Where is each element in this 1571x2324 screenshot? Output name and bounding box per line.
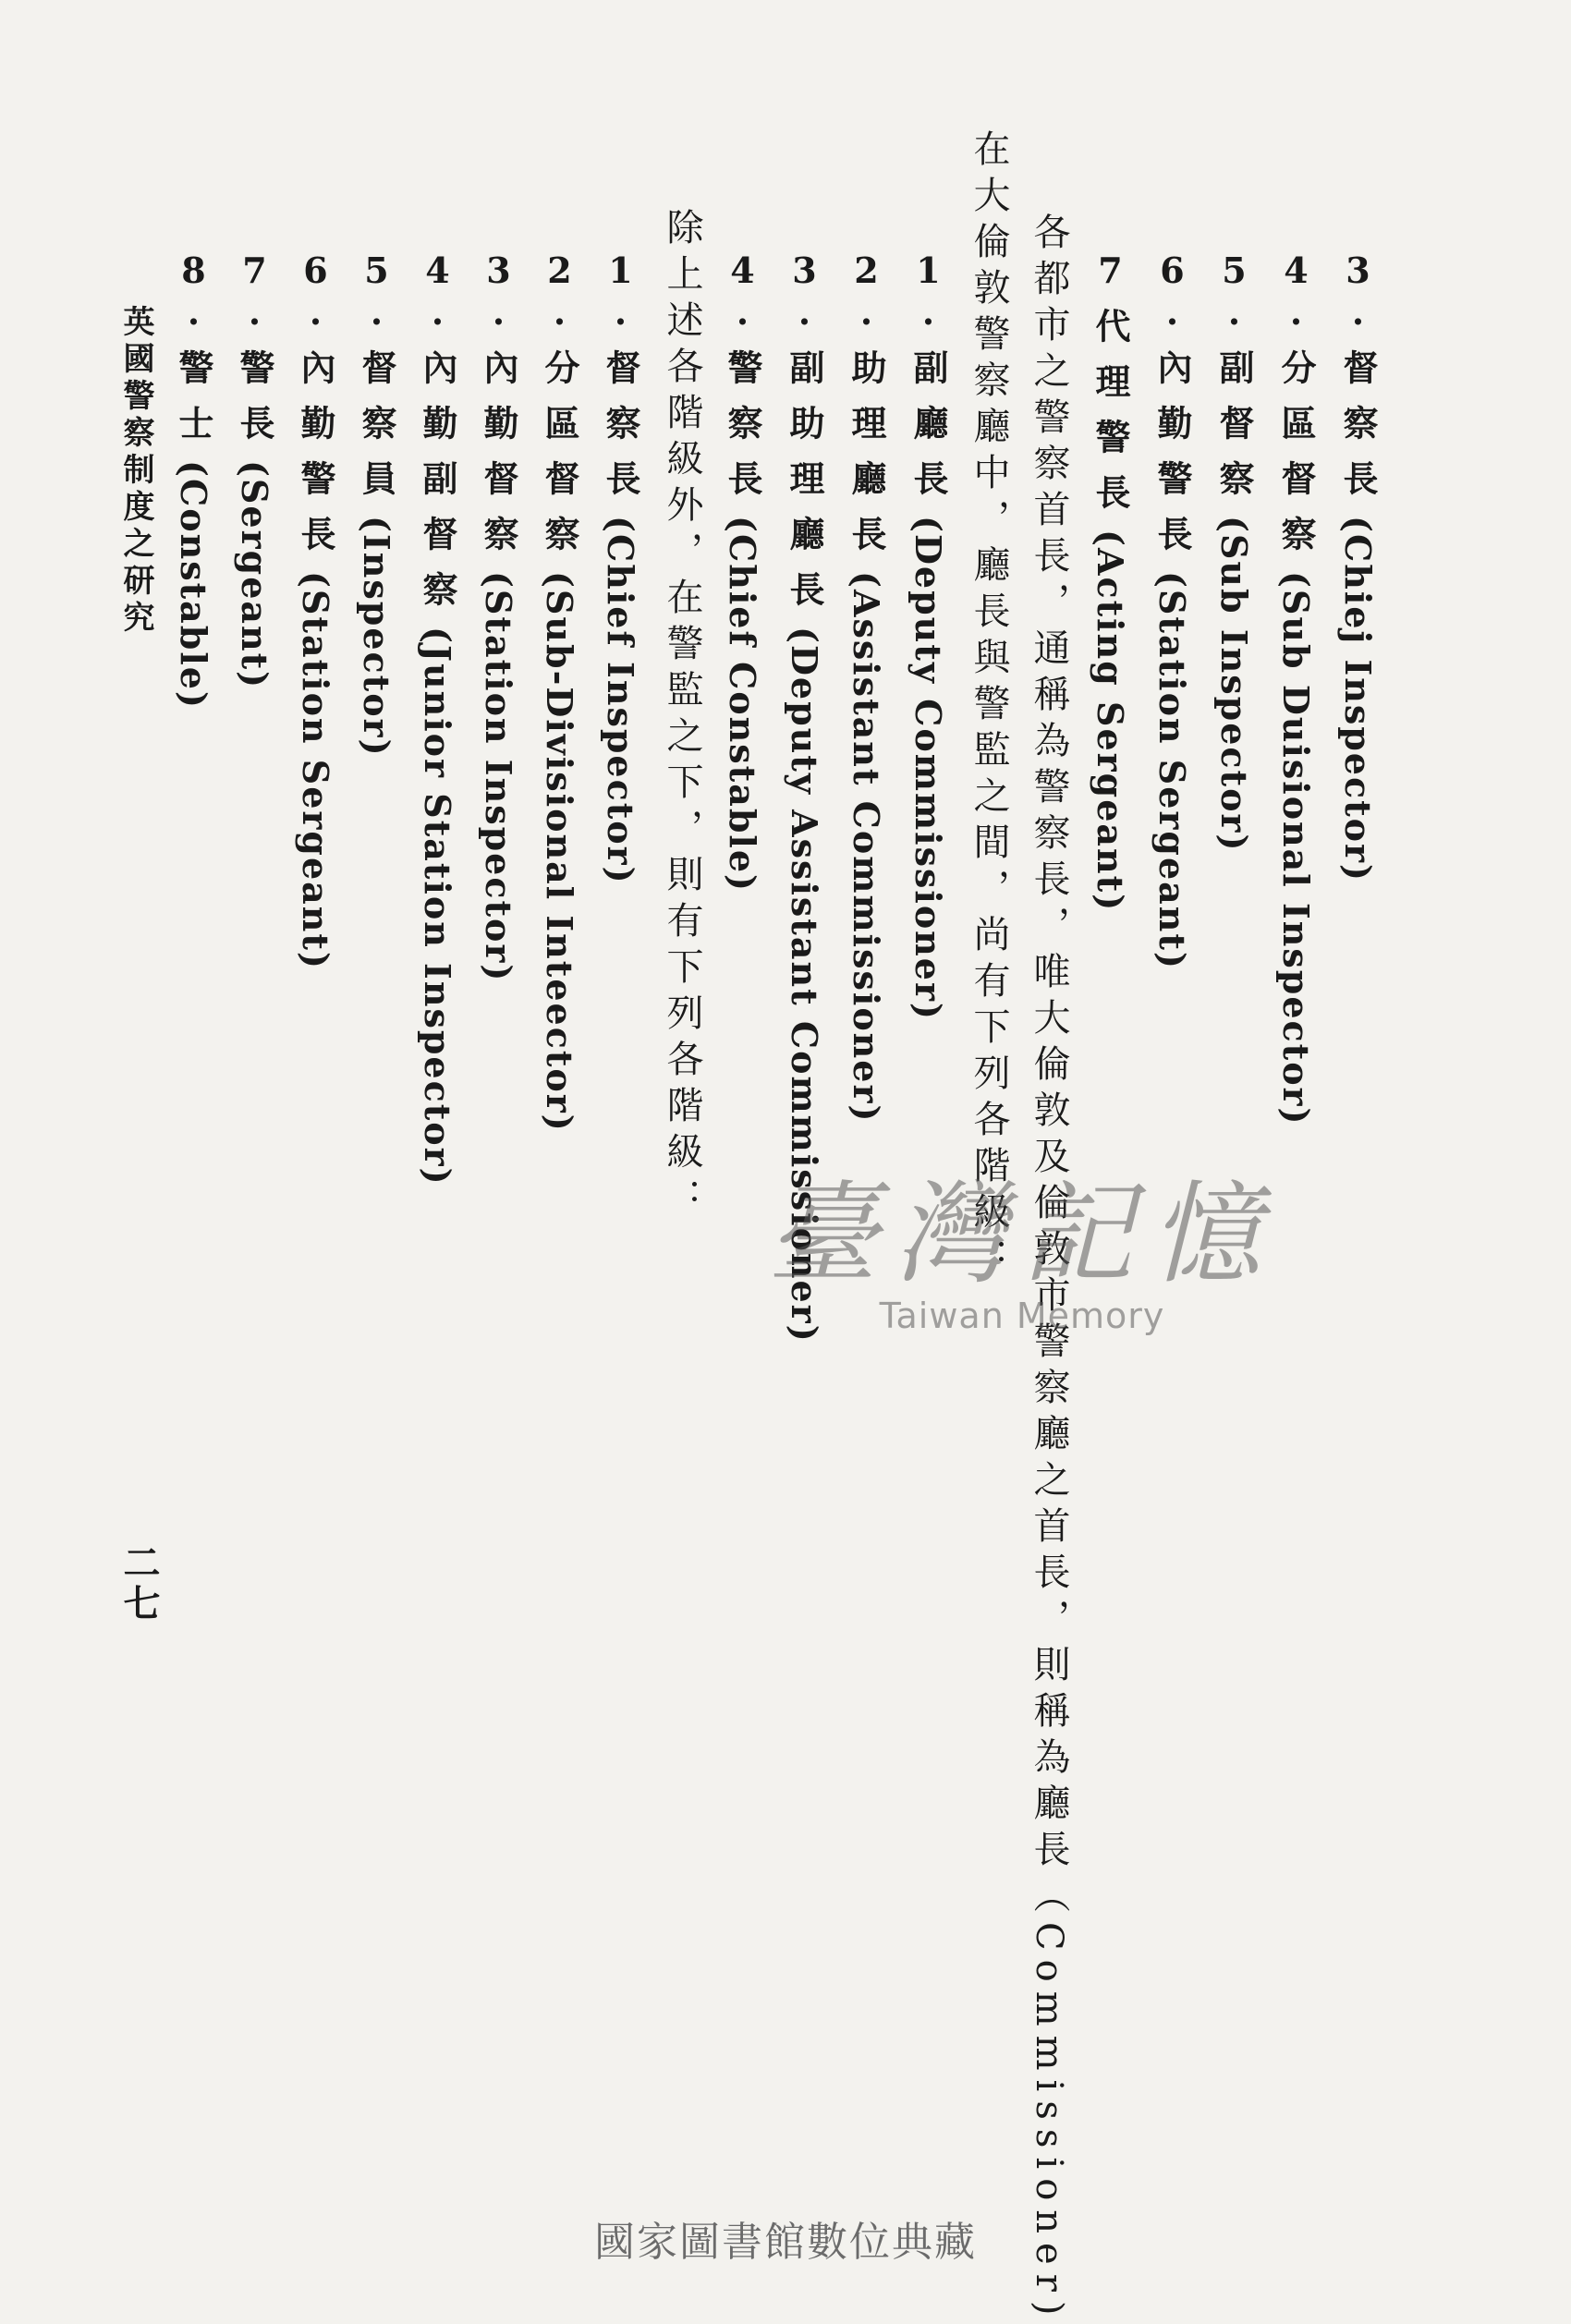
rank-name-en: (Inspector) [356,516,397,758]
rank-name-cn: 副助理廳長 [784,349,825,627]
footer-archive-label: 國家圖書館數位典藏 [594,2219,977,2266]
list-item [907,249,949,1021]
item-number: 5. [356,249,397,333]
rank-name-en: (Chiej Inspector) [1337,516,1379,883]
rank-name-en: (Station Sergeant) [295,571,336,970]
rank-name-cn: 副廳長 [907,349,949,516]
rank-name-cn: 內勤督察 [478,349,519,571]
item-number: 7 [1090,249,1131,291]
rank-name-en: (Station Inspector) [478,571,519,983]
paragraph-commissioner: 各都市之警察首長，通稱為警察長，唯大倫敦及倫敦市警察廳之首長，則稱為廳長（Commissioner) [1028,213,1070,2324]
page-number: 二七 [117,1543,161,1624]
item-number: 1. [907,249,949,333]
rank-name-cn: 分區督察 [1275,349,1317,571]
item-number: 3. [478,249,519,333]
rank-name-en: (Chief Constable) [722,516,763,893]
list-item [539,249,580,1133]
list-item [173,249,214,710]
rank-name-en: (Sub Inspector) [1213,516,1255,853]
list-item [417,249,458,1186]
item-number: 4. [722,249,763,333]
watermark-cn: 臺灣記憶 [767,1171,1277,1299]
rank-name-cn: 助理廳長 [846,349,887,571]
item-number: 5. [1213,249,1255,333]
running-header: 英國警察制度之研究 [117,305,154,638]
rank-name-cn: 內勤副督察 [417,349,458,627]
item-number: 1. [600,249,641,333]
list-item [846,249,887,1124]
item-number: 6. [1151,249,1193,333]
rank-name-cn: 警長 [234,349,275,460]
rank-name-en: (Sub Duisional Inspector) [1275,571,1317,1126]
list-item [1275,249,1317,1126]
item-number: 6. [295,249,336,333]
item-number: 4. [1275,249,1317,333]
rank-name-en: (Sub-Divisional Inteector) [539,571,580,1133]
list-item [600,249,641,885]
item-number: 3. [784,249,825,333]
rank-name-cn: 副督察 [1213,349,1255,516]
item-number: 4. [417,249,458,333]
rank-name-en: (Acting Sergeant) [1090,529,1131,913]
watermark-logo [767,1146,1277,1336]
rank-name-en: (Chief Inspector) [600,516,641,885]
rank-name-en: (Constable) [173,460,214,710]
item-number: 3. [1337,249,1379,333]
rank-name-en: (Deputy Commissioner) [907,516,949,1021]
list-item [356,249,397,758]
rank-name-cn: 內勤警長 [1151,349,1193,571]
list-item [1213,249,1255,853]
rank-name-cn: 督察長 [1337,349,1379,516]
item-number: 8. [173,249,214,333]
rank-name-cn: 代理警長 [1090,308,1131,529]
rank-name-en: (Junior Station Inspector) [417,627,458,1186]
rank-name-en: (Deputy Assistant Commissioner) [784,627,825,1344]
rank-name-cn: 內勤警長 [295,349,336,571]
rank-name-cn: 警士 [173,349,214,460]
item-number: 2. [539,249,580,333]
rank-name-en: (Sergeant) [234,460,275,690]
rank-name-cn: 督察長 [600,349,641,516]
rank-name-en: (Assistant Commissioner) [846,571,887,1124]
list-item [478,249,519,983]
watermark-en: Taiwan Memory [879,1296,1165,1336]
list-item [722,249,763,893]
paragraph-ranks-intro: 在大倫敦警察廳中，廳長與警監之間，尚有下列各階級： [968,129,1010,1284]
list-item [1337,249,1379,883]
list-item [295,249,336,970]
rank-name-en: (Station Sergeant) [1151,571,1193,970]
paragraph-lower-ranks-intro: 除上述各階級外，在警監之下，則有下列各階級： [661,208,703,1224]
item-number: 7. [234,249,275,333]
list-item [1090,249,1131,913]
item-number: 2. [846,249,887,333]
rank-name-cn: 警察長 [722,349,763,516]
list-item [234,249,275,690]
rank-name-cn: 分區督察 [539,349,580,571]
list-item [1151,249,1193,970]
rank-name-cn: 督察員 [356,349,397,516]
